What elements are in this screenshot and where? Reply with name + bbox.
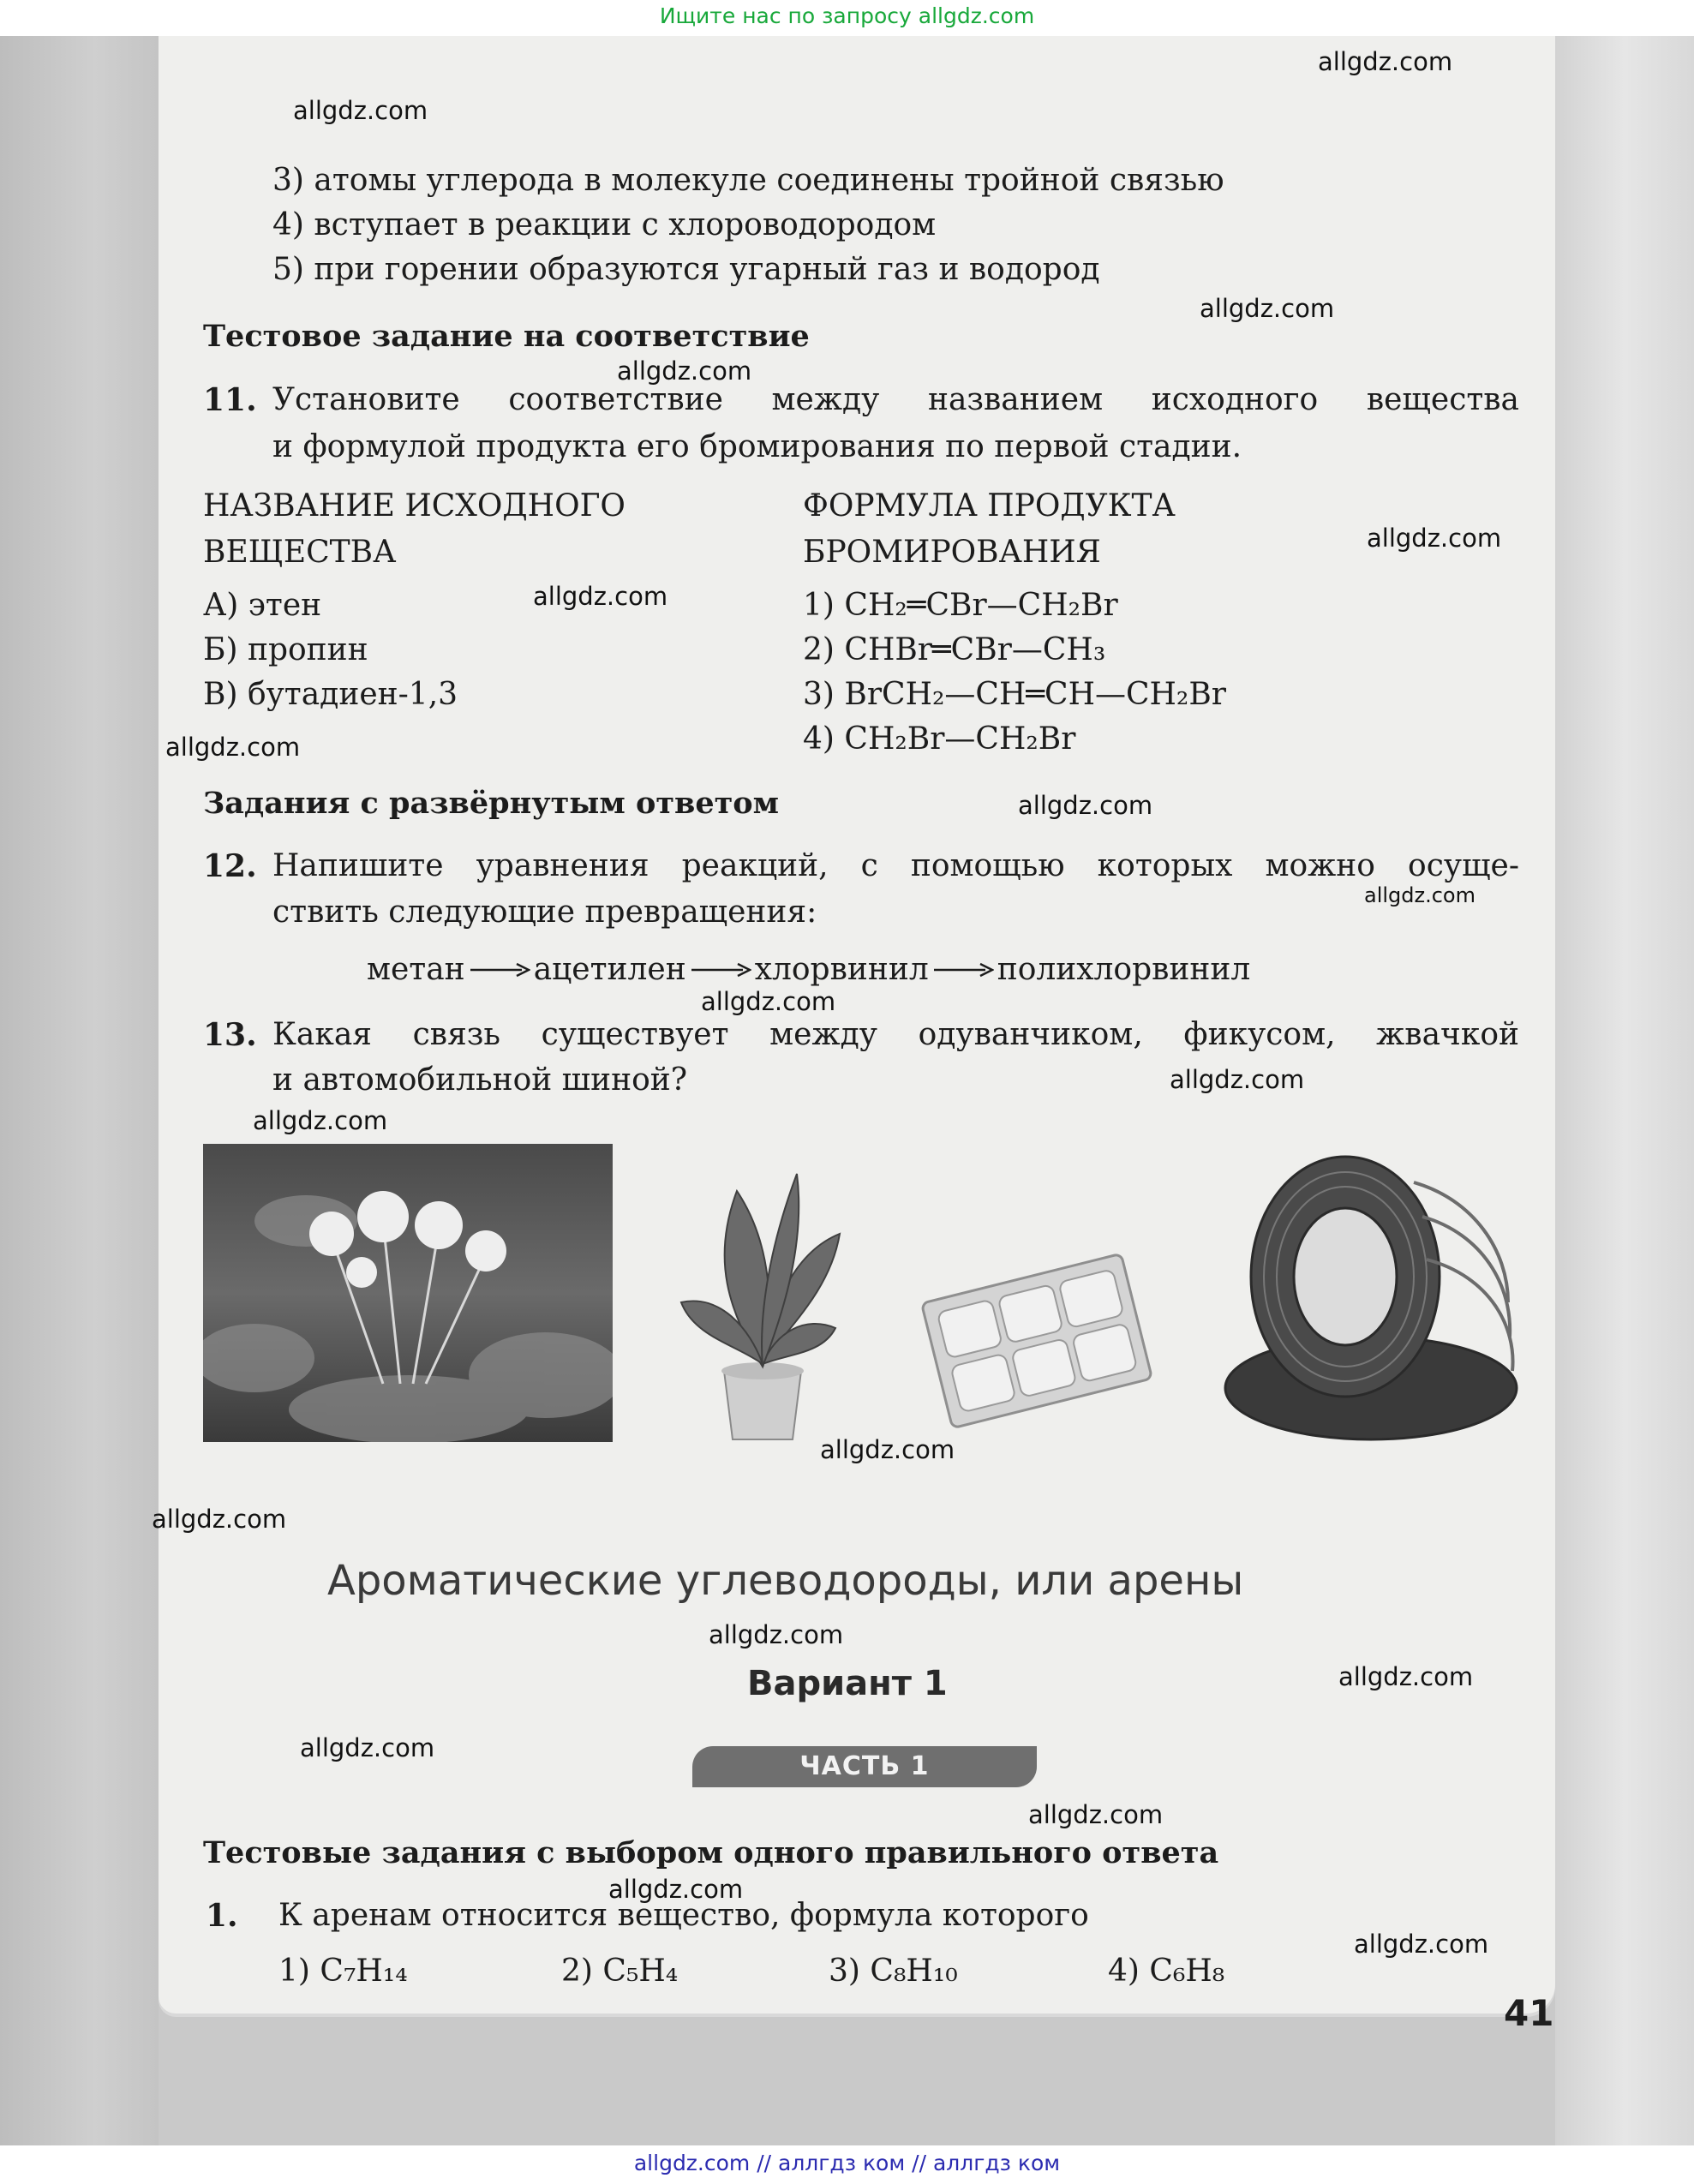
q11-number: 11.: [203, 382, 257, 418]
column-left-header-1: НАЗВАНИЕ ИСХОДНОГО: [203, 488, 626, 524]
q10-option-3: 3) атомы углерода в молекуле соединены тройной связью: [272, 163, 1224, 198]
q1-option-3: 3) C₈H₁₀: [829, 1954, 958, 1989]
dandelion-photo: [203, 1144, 613, 1442]
reaction-chain: [367, 954, 1250, 985]
chewing-gum-image: [908, 1242, 1165, 1439]
watermark: allgdz.com: [820, 1435, 955, 1464]
q1-option-2: 2) C₅H₄: [561, 1954, 679, 1989]
chain-item-vinyl-chloride: хлорвинил: [754, 952, 929, 987]
q10-option-5: 5) при горении образуются угарный газ и водород: [272, 252, 1100, 287]
q1-text: К аренам относится вещество, формула которого: [278, 1898, 1089, 1933]
product-3: 3) BrCH₂—CH═CH—CH₂Br: [803, 677, 1227, 712]
substance-a: А) этен: [203, 588, 322, 623]
right-page-edge: [1555, 0, 1694, 2184]
q11-text-line2: и формулой продукта его бромирования по первой стадии.: [272, 429, 1242, 464]
watermark: allgdz.com: [1200, 294, 1335, 323]
variant-label: Вариант 1: [747, 1664, 948, 1703]
product-2: 2) CHBr═CBr—CH₃: [803, 632, 1106, 667]
q1-option-4: 4) C₆H₈: [1108, 1954, 1225, 1989]
q12-number: 12.: [203, 848, 257, 884]
watermark: allgdz.com: [165, 733, 301, 762]
bottom-site-links[interactable]: allgdz.com // аллгдз ком // аллгдз ком: [633, 2151, 1061, 2175]
choice-heading: Тестовые задания с выбором одного правильного ответа: [203, 1835, 1219, 1870]
watermark: allgdz.com: [1338, 1662, 1474, 1691]
left-page-edge: [0, 0, 159, 2184]
arrow-right-icon: [690, 960, 751, 979]
column-right-header-1: ФОРМУЛА ПРОДУКТА: [803, 488, 1176, 524]
top-site-link[interactable]: Ищите нас по запросу allgdz.com: [659, 3, 1035, 28]
q13-text-line2: и автомобильной шиной?: [272, 1062, 688, 1098]
watermark: allgdz.com: [1028, 1800, 1164, 1829]
watermark: allgdz.com: [617, 356, 752, 386]
watermark: allgdz.com: [253, 1106, 388, 1135]
ficus-plant-image: [677, 1140, 848, 1448]
q13-text-line1: Какая связь существует между одуванчиком, фикусом, жвачкой: [272, 1017, 1519, 1052]
q12-text-line2: ствить следующие превращения:: [272, 895, 817, 930]
watermark: allgdz.com: [1018, 791, 1153, 820]
chain-item-methane: метан: [367, 952, 465, 987]
product-4: 4) CH₂Br—CH₂Br: [803, 721, 1076, 757]
watermark: allgdz.com: [1367, 524, 1502, 553]
column-right-header-2: БРОМИРОВАНИЯ: [803, 535, 1101, 570]
q1-number: 1.: [206, 1898, 238, 1934]
watermark: allgdz.com: [293, 96, 428, 125]
chain-item-acetylene: ацетилен: [533, 952, 686, 987]
column-left-header-2: ВЕЩЕСТВА: [203, 535, 397, 570]
watermark: allgdz.com: [608, 1875, 744, 1904]
substance-c: В) бутадиен-1,3: [203, 677, 458, 712]
page-number: 41: [1504, 1992, 1554, 2034]
watermark: allgdz.com: [709, 1620, 844, 1649]
matching-heading: Тестовое задание на соответствие: [203, 319, 810, 354]
part-badge: ЧАСТЬ 1: [692, 1746, 1037, 1787]
watermark: allgdz.com: [1364, 883, 1476, 907]
watermark: allgdz.com: [533, 582, 668, 611]
q10-option-4: 4) вступает в реакции с хлороводородом: [272, 207, 937, 242]
q13-number: 13.: [203, 1017, 257, 1053]
substance-b: Б) пропин: [203, 632, 368, 667]
car-tires-image: [1217, 1148, 1525, 1448]
q12-text-line1: Напишите уравнения реакций, с помощью которых можно осуще-: [272, 848, 1519, 883]
product-1: 1) CH₂═CBr—CH₂Br: [803, 588, 1118, 623]
section-title: Ароматические углеводороды, или арены: [327, 1557, 1244, 1605]
q1-option-1: 1) C₇H₁₄: [278, 1954, 408, 1989]
watermark: allgdz.com: [1318, 47, 1453, 76]
arrow-right-icon: [469, 960, 530, 979]
extended-heading: Задания с развёрнутым ответом: [203, 786, 780, 821]
watermark: allgdz.com: [300, 1733, 435, 1762]
watermark: allgdz.com: [1170, 1065, 1305, 1094]
q11-text-line1: Установите соответствие между названием исходного вещества: [272, 382, 1519, 417]
watermark: allgdz.com: [1354, 1930, 1489, 1959]
arrow-right-icon: [932, 960, 994, 979]
watermark: allgdz.com: [152, 1505, 287, 1534]
watermark: allgdz.com: [701, 987, 836, 1016]
chain-item-polyvinyl-chloride: полихлорвинил: [997, 952, 1251, 987]
